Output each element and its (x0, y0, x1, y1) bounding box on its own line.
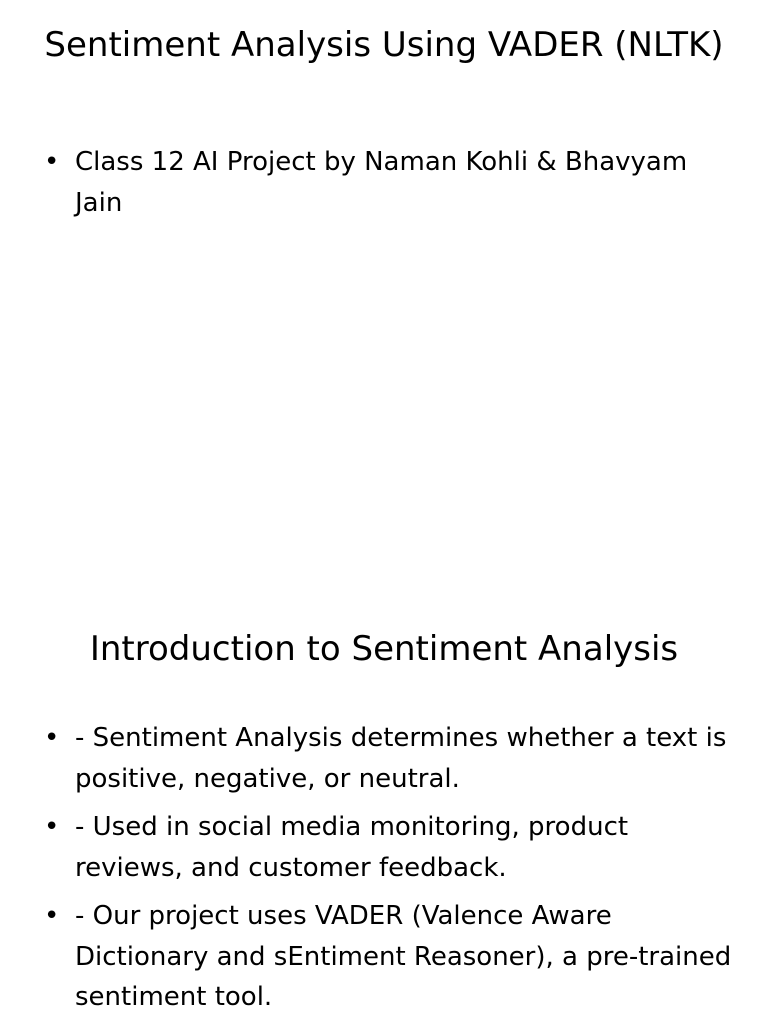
slide-2 (0, 584, 768, 1024)
bullet-dot-icon: • (44, 147, 60, 177)
bullet-dot-icon: • (44, 723, 60, 753)
bullet-list (44, 718, 734, 1026)
bullet-text: - Our project uses VADER (Valence Aware Dictionary and sEntiment Reasoner), a pre-trained sentiment tool. (75, 901, 732, 1012)
bullet-item (44, 142, 734, 223)
bullet-text: - Used in social media monitoring, product reviews, and customer feedback. (75, 812, 629, 883)
bullet-dot-icon: • (44, 901, 60, 931)
bullet-item (44, 718, 734, 799)
bullet-item (44, 807, 734, 888)
bullet-item (44, 896, 734, 1018)
bullet-text: - Sentiment Analysis determines whether a text is positive, negative, or neutral. (75, 723, 727, 794)
slide-title: Introduction to Sentiment Analysis (89, 629, 679, 669)
bullet-dot-icon: • (44, 812, 60, 842)
bullet-list (44, 142, 734, 231)
bullet-text: Class 12 AI Project by Naman Kohli & Bhavyam Jain (75, 147, 688, 218)
slide-title: Sentiment Analysis Using VADER (NLTK) (44, 25, 724, 65)
